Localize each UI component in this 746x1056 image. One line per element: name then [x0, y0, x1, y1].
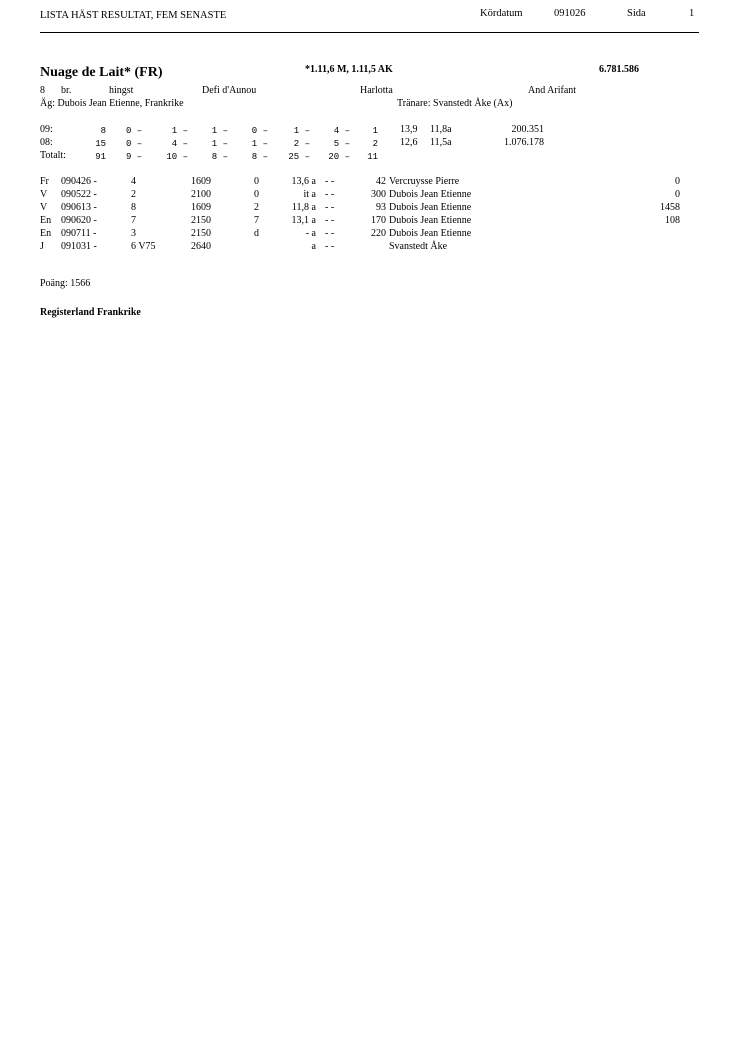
stats-cell: 1 – [293, 126, 310, 136]
stats-cell: 1 – [171, 126, 188, 136]
stats-record: 11,8a [430, 124, 452, 135]
race-distance: 2640 [191, 241, 211, 252]
stats-cell: 11 [367, 152, 378, 162]
race-prize: 108 [665, 215, 680, 226]
stats-cell: 2 – [293, 139, 310, 149]
race-country: V [40, 189, 48, 200]
stats-record: 12,6 [400, 137, 418, 148]
horse-color: br. [61, 85, 72, 96]
race-driver: Dubois Jean Etienne [389, 215, 472, 226]
race-date: 090522 - [61, 189, 97, 200]
race-driver: Svanstedt Åke [389, 241, 448, 252]
page-number: 1 [689, 8, 695, 19]
stats-cell: 4 – [333, 126, 350, 136]
race-country: V [40, 202, 48, 213]
horse-records: *1.11,6 M, 1.11,5 AK [305, 64, 393, 75]
horse-dam: Harlotta [360, 85, 393, 96]
stats-cell: 1 [372, 126, 378, 136]
race-distance: 2150 [191, 228, 211, 239]
stats-cell: 4 – [171, 139, 188, 149]
stats-money: 200.351 [511, 124, 544, 135]
stats-record: 13,9 [400, 124, 418, 135]
stats-label: 09: [40, 124, 53, 135]
horse-age: 8 [40, 85, 45, 96]
stats-cell: 0 – [126, 139, 143, 149]
race-placing: 0 [254, 176, 259, 187]
stats-starts: 8 [100, 126, 106, 136]
race-driver: Dubois Jean Etienne [389, 228, 472, 239]
race-time: it a [303, 189, 316, 200]
race-time: 13,1 a [291, 215, 316, 226]
race-time: a [311, 241, 316, 252]
race-date: 091031 - [61, 241, 97, 252]
race-odds: 220 [371, 228, 386, 239]
run-date-value: 091026 [554, 8, 586, 19]
stats-record: 11,5a [430, 137, 452, 148]
race-number: 7 [131, 215, 136, 226]
race-distance: 1609 [191, 202, 211, 213]
race-number: 2 [131, 189, 136, 200]
race-odds: 93 [376, 202, 386, 213]
horse-sex: hingst [109, 85, 134, 96]
race-date: 090613 - [61, 202, 97, 213]
stats-cell: 8 – [251, 152, 268, 162]
stats-cell: 20 – [328, 152, 350, 162]
horse-earnings: 6.781.586 [599, 64, 639, 75]
race-dash: - - [325, 228, 335, 239]
race-country: Fr [40, 176, 49, 187]
race-number: 3 [131, 228, 136, 239]
race-distance: 2150 [191, 215, 211, 226]
race-driver: Vercruysse Pierre [389, 176, 460, 187]
page-label: Sida [627, 8, 646, 19]
race-placing: 0 [254, 189, 259, 200]
race-time: 11,8 a [291, 202, 316, 213]
stats-cell: 5 – [333, 139, 350, 149]
stats-label: 08: [40, 137, 53, 148]
race-date: 090620 - [61, 215, 97, 226]
race-placing: 2 [254, 202, 259, 213]
points: Poäng: 1566 [40, 278, 91, 289]
race-date: 090711 - [61, 228, 97, 239]
register-country: Registerland Frankrike [40, 307, 141, 318]
race-dash: - - [325, 241, 335, 252]
race-country: En [40, 228, 52, 239]
stats-cell: 2 [372, 139, 378, 149]
race-number: 6 V75 [131, 241, 156, 252]
horse-owner: Äg: Dubois Jean Etienne, Frankrike [40, 98, 184, 109]
report-title: LISTA HÄST RESULTAT, FEM SENASTE [40, 10, 227, 21]
race-dash: - - [325, 215, 335, 226]
stats-money: 1.076.178 [504, 137, 544, 148]
header-divider [40, 32, 699, 33]
race-date: 090426 - [61, 176, 97, 187]
race-odds: 170 [371, 215, 386, 226]
stats-cell: 25 – [288, 152, 310, 162]
stats-starts: 91 [95, 152, 106, 162]
race-placing: 7 [254, 215, 259, 226]
race-driver: Dubois Jean Etienne [389, 202, 472, 213]
race-prize: 0 [675, 176, 680, 187]
race-distance: 1609 [191, 176, 211, 187]
run-date-label: Kördatum [480, 8, 523, 19]
stats-cell: 1 – [251, 139, 268, 149]
race-dash: - - [325, 176, 335, 187]
stats-cell: 1 – [211, 139, 228, 149]
race-distance: 2100 [191, 189, 211, 200]
race-prize: 1458 [660, 202, 680, 213]
horse-trainer: Tränare: Svanstedt Åke (Ax) [397, 98, 513, 109]
race-number: 8 [131, 202, 136, 213]
race-prize: 0 [675, 189, 680, 200]
race-placing: d [254, 228, 259, 239]
horse-sire: Defi d'Aunou [202, 85, 257, 96]
race-time: 13,6 a [291, 176, 316, 187]
race-odds: 42 [376, 176, 386, 187]
horse-name: Nuage de Lait* (FR) [40, 65, 163, 80]
stats-label: Totalt: [40, 150, 66, 161]
stats-cell: 9 – [126, 152, 143, 162]
stats-cell: 0 – [251, 126, 268, 136]
race-odds: 300 [371, 189, 386, 200]
race-dash: - - [325, 189, 335, 200]
race-dash: - - [325, 202, 335, 213]
horse-dam-sire: And Arifant [528, 85, 577, 96]
race-number: 4 [131, 176, 136, 187]
race-driver: Dubois Jean Etienne [389, 189, 472, 200]
stats-starts: 15 [95, 139, 106, 149]
stats-cell: 1 – [211, 126, 228, 136]
stats-cell: 8 – [211, 152, 228, 162]
race-time: - a [305, 228, 316, 239]
stats-cell: 0 – [126, 126, 143, 136]
stats-cell: 10 – [166, 152, 188, 162]
race-country: En [40, 215, 52, 226]
race-country: J [40, 241, 44, 252]
